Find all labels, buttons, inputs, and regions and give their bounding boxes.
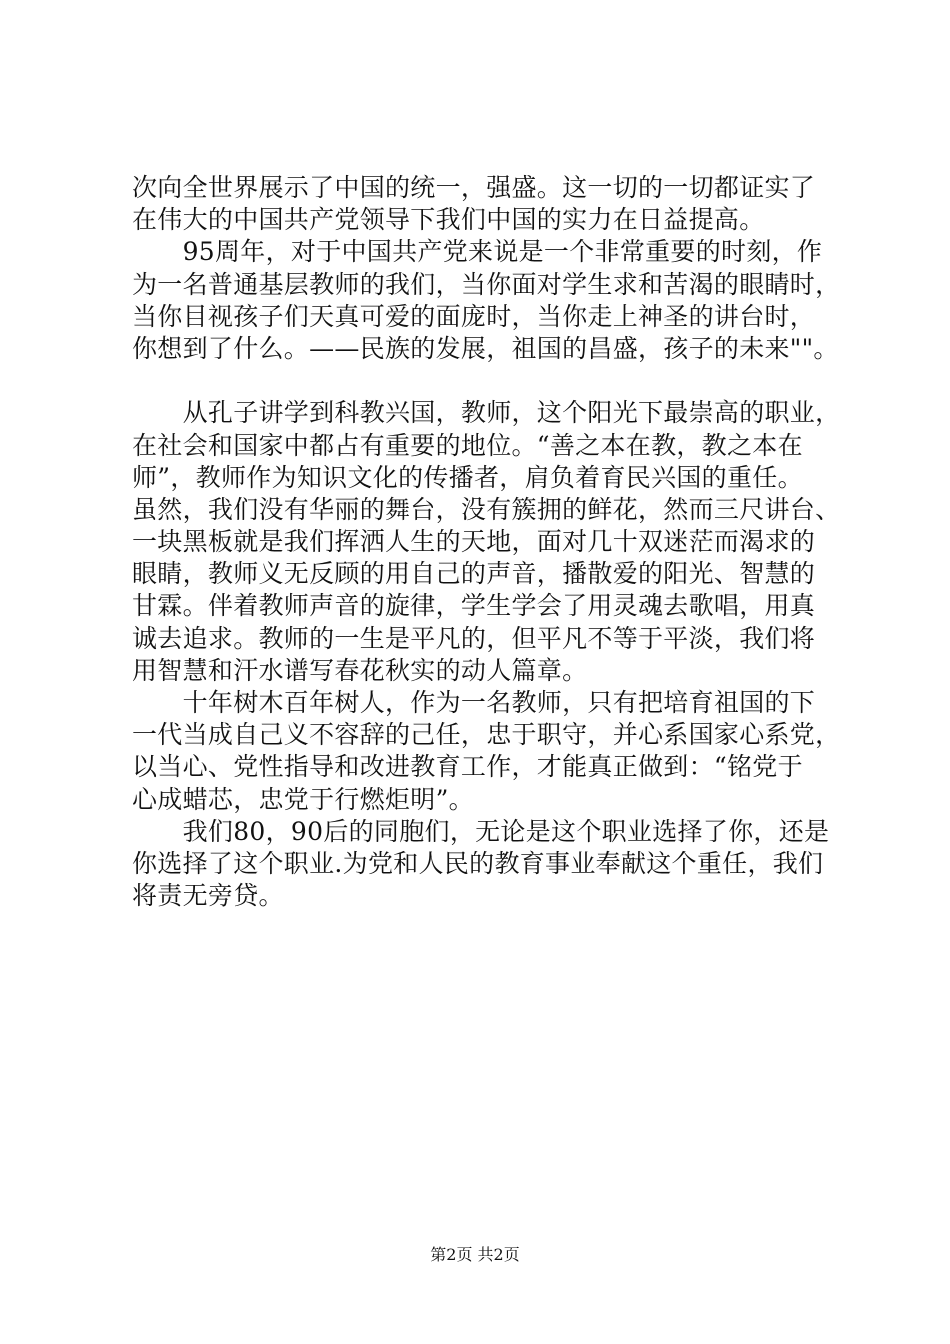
- text-line: 心成蜡芯，忠党于行燃炬明”。: [132, 784, 474, 814]
- text-line: 师”，教师作为知识文化的传播者，肩负着育民兴国的重任。: [132, 462, 803, 492]
- text-line: 从孔子讲学到科教兴国，教师，这个阳光下最崇高的职业，: [132, 398, 841, 428]
- text-line: 十年树木百年树人，作为一名教师，只有把培育祖国的下: [132, 688, 816, 717]
- text-line: 次向全世界展示了中国的统一，强盛。这一切的一切都证实了: [132, 173, 816, 202]
- text-line: 以当心、党性指导和改进教育工作，才能真正做到：“铭党于: [132, 752, 803, 782]
- text-line: 你选择了这个职业.为党和人民的教育事业奉献这个重任，我们: [132, 848, 824, 878]
- blank-line: [132, 365, 832, 397]
- text-line: 你想到了什么。——民族的发展，祖国的昌盛，孩子的未来""。: [132, 333, 839, 363]
- text-line: 虽然，我们没有华丽的舞台，没有簇拥的鲜花，然而三尺讲台、: [132, 494, 841, 524]
- body-text: [132, 172, 841, 912]
- text-line: 当你目视孩子们天真可爱的面庞时，当你走上神圣的讲台时，: [132, 301, 816, 331]
- text-line: 在伟大的中国共产党领导下我们中国的实力在日益提高。: [132, 205, 765, 235]
- page-footer: 第2页 共2页: [430, 1245, 520, 1264]
- text-line: 95周年，对于中国共产党来说是一个非常重要的时刻，作: [132, 237, 823, 267]
- text-line: 甘霖。伴着教师声音的旋律，学生学会了用灵魂去歌唱，用真: [132, 591, 816, 621]
- text-line: 用智慧和汗水谱写春花秋实的动人篇章。: [132, 655, 588, 685]
- text-line: 将责无旁贷。: [132, 881, 284, 911]
- text-line: 诚去追求。教师的一生是平凡的，但平凡不等于平淡，我们将: [132, 623, 816, 653]
- text-line: 眼睛，教师义无反顾的用自己的声音，播散爱的阳光、智慧的: [132, 559, 816, 589]
- text-line: 在社会和国家中都占有重要的地位。“善之本在教，教之本在: [132, 430, 803, 460]
- text-line: 我们80，90后的同胞们，无论是这个职业选择了你，还是: [132, 816, 830, 846]
- text-line: 一块黑板就是我们挥洒人生的天地，面对几十双迷茫而渴求的: [132, 527, 816, 557]
- text-line: 一代当成自己义不容辞的己任，忠于职守，并心系国家心系党，: [132, 720, 841, 750]
- text-line: 为一名普通基层教师的我们，当你面对学生求和苦渴的眼睛时，: [132, 269, 841, 299]
